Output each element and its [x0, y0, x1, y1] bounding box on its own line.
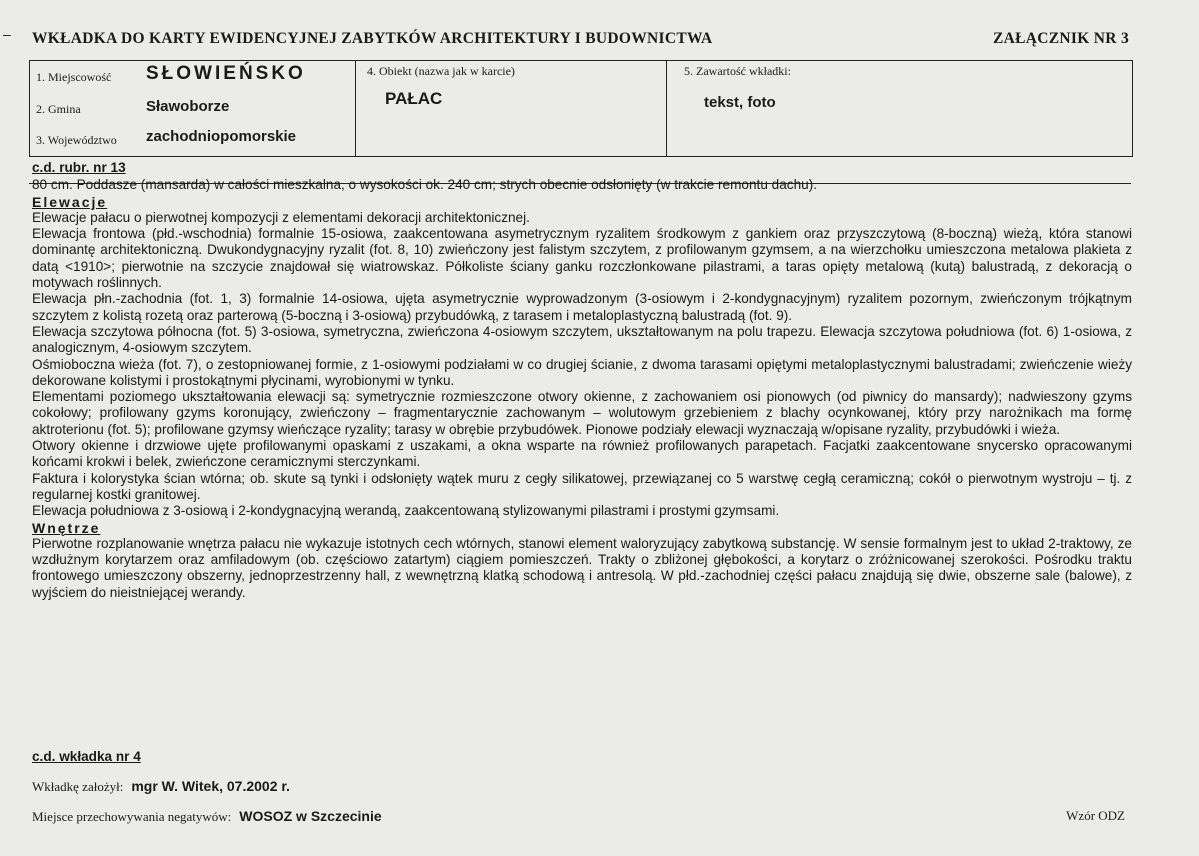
paragraph: Elementami poziomego ukształtowania elewacji są: symetrycznie rozmieszczone otwory okienne, z zachowaniem osi pionowych (od piwnicy do mansardy); nadwieszony gzyms cokołowy; profilowany gzyms koronujący, zwieńczony – fragmentarycznie zachowanym – wolutowym grzebieniem z blachy ocynkowanej, który przy narożnikach ma formę aktroterionu (fot. 5); profilowane gzymsy wieńczące ryzality; tarasy w obrębie przybudówek. Pionowe podziały elewacji wyznaczają w/opisane ryzality, przybudówki i wieża. [32, 389, 1132, 437]
paragraph: Elewacja płn.-zachodnia (fot. 1, 3) formalnie 14-osiowa, ujęta asymetrycznie wyprowadzonym (3-osiowym i 2-kondygnacyjnym) ryzalitem pozornym, zwieńczonym trójkątnym szczytem z kolistą rozetą oraz parterową (5-boczną i 3-osiową) przybudówką, z tarasem i metaloplastyczną balustradą (fot. 9). [32, 291, 1132, 323]
object-label: 4. Obiekt (nazwa jak w karcie) [367, 64, 515, 78]
column-divider [355, 61, 356, 156]
paragraph: Elewacja południowa z 3-osiową i 2-kondygnacyjną werandą, zaakcentowaną stylizowanymi pilastrami i prostymi gzymsami. [32, 503, 780, 519]
contents-label: 5. Zawartość wkładki: [684, 64, 791, 78]
interior-heading: Wnętrze [32, 519, 101, 536]
negatives-storage-label: Miejsce przechowywania negatywów: [32, 809, 232, 824]
prepared-by-label: Wkładkę założył: [32, 779, 124, 794]
locality-label: 1. Miejscowość [36, 70, 112, 84]
locality-value: SŁOWIEŃSKO [146, 63, 306, 84]
negatives-storage-line [32, 808, 382, 825]
commune-label: 2. Gmina [36, 102, 81, 116]
paragraph: Otwory okienne i drzwiowe ujęte profilowanymi opaskami z uszakami, a okna wsparte na również profilowanych parapetach. Facjatki zaakcentowane snycersko opracowanymi końcami krokwi i belek, zwieńczone ceramicznymi sterczynkami. [32, 438, 1132, 470]
column-divider [666, 61, 667, 156]
negatives-storage-value: WOSOZ w Szczecinie [239, 808, 382, 824]
voivodeship-value: zachodniopomorskie [146, 128, 297, 145]
prepared-by-value: mgr W. Witek, 07.2002 r. [131, 778, 290, 794]
insert-reference: c.d. wkładka nr 4 [32, 749, 141, 764]
commune-value: Sławoborze [146, 98, 230, 115]
page-title: WKŁADKA DO KARTY EWIDENCYJNEJ ZABYTKÓW ARCHITEKTURY I BUDOWNICTWA [32, 30, 713, 47]
elevations-heading: Elewacje [32, 193, 108, 210]
margin-dash: – [3, 26, 11, 42]
rubric-text: 80 cm. Poddasze (mansarda) w całości mieszkalna, o wysokości ok. 240 cm; strych obecnie odsłonięty (w trakcie remontu dachu). [32, 177, 817, 193]
paragraph: Faktura i kolorystyka ścian wtórna; ob. skute są tynki i odsłonięty wątek muru z cegły silikatowej, przewiązanej co 5 warstwę cegłą ceramiczną; cokół o pierwotnym wystroju – tj. z regularnej kostki granitowej. [32, 470, 1132, 502]
paragraph: Pierwotne rozplanowanie wnętrza pałacu nie wykazuje istotnych cech wtórnych, stanowi element waloryzujący zabytkową substancję. W sensie formalnym jest to układ 2-traktowy, ze wzdłużnym korytarzem oraz amfiladowym (ob. częściowo zatartym) ciągiem pomieszczeń. Trakty o zbliżonej głębokości, a korytarz o zróżnicowanej szerokości. Pośrodku traktu frontowego umieszczony obszerny, jednoprzestrzenny hall, z wewnętrzną klatką schodową i antresolą. W płd.-zachodniej części pałacu znajdują się dwie, obszerne sale (balowe), z wyjściem do nieistniejącej werandy. [32, 535, 1132, 600]
paragraph: Ośmioboczna wieża (fot. 7), o zestopniowanej formie, z 1-osiowymi podziałami w co drugiej ścianie, z dwoma tarasami opiętymi metaloplastycznymi balustradami; zwieńczenie wieży dekorowane kolistymi i prostokątnymi płycinami, wyrobionymi w tynku. [32, 356, 1132, 388]
contents-value: tekst, foto [704, 94, 776, 111]
paragraph: Elewacje pałacu o pierwotnej kompozycji z elementami dekoracji architektonicznej. [32, 209, 530, 225]
voivodeship-label: 3. Województwo [36, 133, 117, 147]
annex-number: ZAŁĄCZNIK NR 3 [993, 30, 1129, 47]
info-box [29, 60, 1133, 157]
object-value: PAŁAC [385, 89, 443, 108]
rubric-reference: c.d. rubr. nr 13 [32, 160, 126, 175]
paragraph: Elewacja szczytowa północna (fot. 5) 3-osiowa, symetryczna, zwieńczona 4-osiowym szczytem, ukształtowanym na polu trapezu. Elewacja szczytowa południowa (fot. 6) 1-osiowa, z analogicznym, 4-osiowym szczytem. [32, 323, 1132, 356]
prepared-by-line [32, 778, 290, 795]
document-body [32, 160, 1132, 601]
template-name: Wzór ODZ [1066, 808, 1125, 823]
paragraph: Elewacja frontowa (płd.-wschodnia) formalnie 15-osiowa, zaakcentowana asymetrycznym ryzalitem środkowym z gankiem oraz przyszczytową (8-boczną) wieżą, która stanowi dominantę architektoniczną. Dwukondygnacyjny ryzalit (fot. 8, 10) zwieńczony jest falistym szczytem, z profilowanym gzymsem, a na wierzchołku umieszczona metalowa plakieta z datą <1910>; pierwotnie na szczycie znajdował się wiatrowskaz. Półkoliste ściany ganku rozczłonkowane pilastrami, a taras opięty metalową (kutą) balustradą, z dekoracją o motywach roślinnych. [32, 226, 1132, 291]
